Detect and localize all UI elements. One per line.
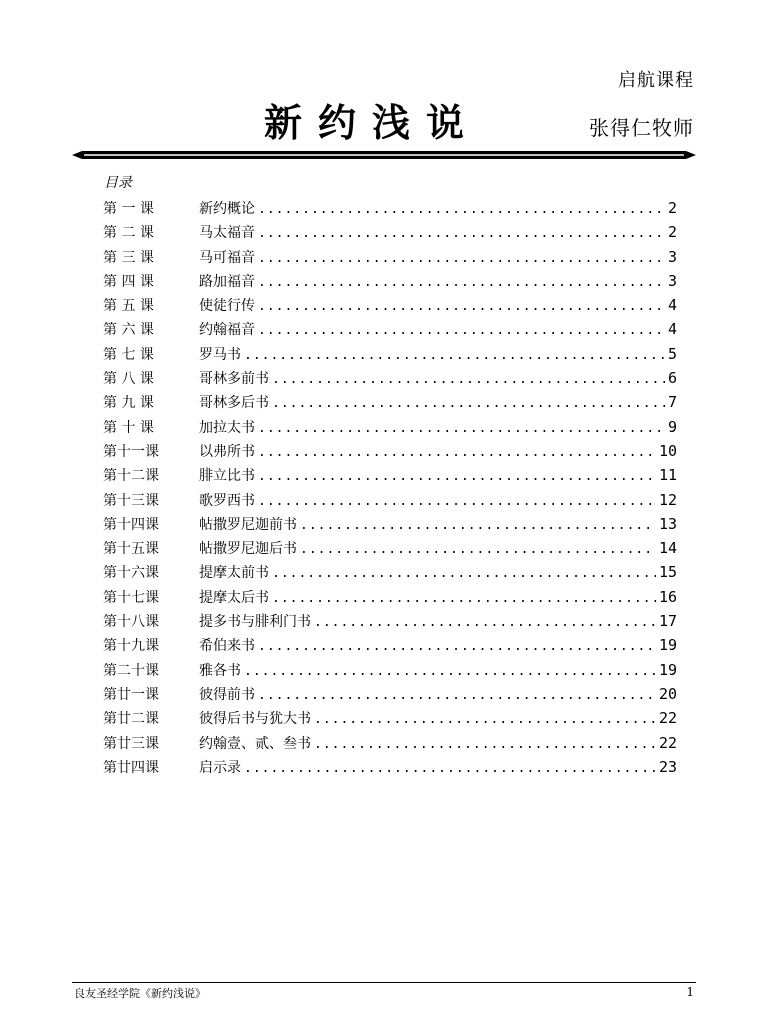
toc-lesson-number: 第廿二课 bbox=[103, 711, 159, 728]
footer-page-number: 1 bbox=[686, 985, 694, 999]
toc-lesson-number: 第 七 课 bbox=[103, 346, 154, 363]
toc-dot-leader bbox=[258, 319, 665, 343]
toc-lesson-title: 帖撒罗尼迦前书 bbox=[199, 516, 297, 533]
toc-entry[interactable] bbox=[103, 755, 677, 779]
toc-lesson-title: 约翰福音 bbox=[199, 322, 255, 339]
toc-lesson-number: 第廿三课 bbox=[103, 735, 159, 752]
toc-lesson-title: 使徒行传 bbox=[199, 298, 255, 315]
toc-lesson-title: 罗马书 bbox=[199, 346, 241, 363]
toc-page-number: 7 bbox=[667, 393, 677, 412]
toc-entry[interactable] bbox=[103, 245, 677, 269]
toc-page-number: 2 bbox=[667, 223, 677, 242]
toc-lesson-number: 第十四课 bbox=[103, 516, 159, 533]
toc-dot-leader bbox=[272, 587, 656, 611]
toc-entry[interactable] bbox=[103, 366, 677, 390]
toc-lesson-title: 哥林多前书 bbox=[199, 371, 269, 388]
toc-page-number: 11 bbox=[658, 466, 677, 485]
toc-dot-leader bbox=[258, 271, 665, 295]
toc-page-number: 2 bbox=[667, 199, 677, 217]
toc-page-number: 4 bbox=[667, 320, 677, 339]
toc-entry[interactable] bbox=[103, 731, 677, 755]
toc-dot-leader bbox=[272, 368, 665, 392]
toc-page-number: 17 bbox=[658, 612, 677, 631]
toc-lesson-number: 第十七课 bbox=[103, 589, 159, 606]
toc-dot-leader bbox=[258, 417, 665, 441]
toc-lesson-number: 第二十课 bbox=[103, 662, 159, 679]
toc-entry[interactable] bbox=[103, 682, 677, 706]
toc-dot-leader bbox=[258, 465, 656, 489]
toc-lesson-title: 约翰壹、贰、叁书 bbox=[199, 735, 311, 752]
toc-page-number: 6 bbox=[667, 369, 677, 388]
toc-entry[interactable] bbox=[103, 415, 677, 439]
toc-entry[interactable] bbox=[103, 585, 677, 609]
toc-lesson-title: 提摩太后书 bbox=[199, 589, 269, 606]
toc-lesson-title: 新约概论 bbox=[199, 201, 255, 217]
footer-divider bbox=[72, 982, 696, 983]
toc-dot-leader bbox=[258, 198, 665, 222]
toc-lesson-number: 第 八 课 bbox=[103, 371, 154, 388]
toc-dot-leader bbox=[258, 247, 665, 271]
toc-entry[interactable] bbox=[103, 536, 677, 560]
toc-page-number: 4 bbox=[667, 296, 677, 315]
toc-heading: 目录 bbox=[104, 175, 132, 191]
toc-lesson-title: 希伯来书 bbox=[199, 638, 255, 655]
toc-lesson-title: 提摩太前书 bbox=[199, 565, 269, 582]
toc-dot-leader bbox=[272, 562, 656, 586]
document-title: 新约浅说 bbox=[264, 100, 481, 145]
toc-page-number: 9 bbox=[667, 417, 677, 436]
toc-lesson-number: 第 一 课 bbox=[103, 201, 154, 217]
toc-lesson-number: 第十八课 bbox=[103, 614, 159, 631]
series-label: 启航课程 bbox=[618, 70, 694, 91]
toc-dot-leader bbox=[258, 222, 665, 246]
toc-entry[interactable] bbox=[103, 317, 677, 341]
toc-entry[interactable] bbox=[103, 512, 677, 536]
toc-dot-leader bbox=[272, 392, 665, 416]
title-divider bbox=[72, 150, 696, 160]
toc-dot-leader bbox=[244, 344, 665, 368]
toc-entry[interactable] bbox=[103, 658, 677, 682]
toc-lesson-number: 第 五 课 bbox=[103, 298, 154, 315]
toc-dot-leader bbox=[258, 684, 656, 708]
toc-page-number: 3 bbox=[667, 271, 677, 290]
toc-lesson-title: 歌罗西书 bbox=[199, 492, 255, 509]
table-of-contents bbox=[103, 196, 677, 779]
toc-lesson-title: 以弗所书 bbox=[199, 443, 255, 460]
toc-lesson-title: 启示录 bbox=[199, 759, 241, 776]
toc-lesson-title: 彼得前书 bbox=[199, 686, 255, 703]
toc-lesson-title: 帖撒罗尼迦后书 bbox=[199, 541, 297, 558]
toc-page-number: 10 bbox=[658, 441, 677, 460]
toc-lesson-number: 第 六 课 bbox=[103, 322, 154, 339]
toc-entry[interactable] bbox=[103, 220, 677, 244]
toc-lesson-title: 彼得后书与犹大书 bbox=[199, 711, 311, 728]
toc-entry[interactable] bbox=[103, 488, 677, 512]
toc-lesson-title: 腓立比书 bbox=[199, 468, 255, 485]
toc-lesson-number: 第十二课 bbox=[103, 468, 159, 485]
toc-page-number: 22 bbox=[658, 733, 677, 752]
toc-lesson-number: 第十六课 bbox=[103, 565, 159, 582]
toc-lesson-number: 第廿四课 bbox=[103, 759, 159, 776]
toc-page-number: 14 bbox=[658, 539, 677, 558]
toc-dot-leader bbox=[244, 660, 656, 684]
toc-dot-leader bbox=[258, 490, 656, 514]
toc-page-number: 16 bbox=[658, 587, 677, 606]
toc-page-number: 23 bbox=[658, 757, 677, 776]
toc-lesson-title: 马可福音 bbox=[199, 249, 255, 266]
toc-lesson-number: 第 四 课 bbox=[103, 273, 154, 290]
toc-lesson-title: 哥林多后书 bbox=[199, 395, 269, 412]
toc-page-number: 20 bbox=[658, 684, 677, 703]
toc-page-number: 5 bbox=[667, 344, 677, 363]
toc-lesson-number: 第十九课 bbox=[103, 638, 159, 655]
toc-entry[interactable] bbox=[103, 463, 677, 487]
toc-page-number: 12 bbox=[658, 490, 677, 509]
toc-lesson-title: 提多书与腓利门书 bbox=[199, 614, 311, 631]
toc-lesson-number: 第 十 课 bbox=[103, 419, 154, 436]
author-name: 张得仁牧师 bbox=[589, 116, 694, 140]
toc-lesson-number: 第十三课 bbox=[103, 492, 159, 509]
toc-lesson-number: 第十五课 bbox=[103, 541, 159, 558]
toc-dot-leader bbox=[258, 295, 665, 319]
toc-lesson-number: 第 九 课 bbox=[103, 395, 154, 412]
toc-dot-leader bbox=[244, 757, 656, 781]
toc-dot-leader bbox=[314, 733, 656, 757]
toc-page-number: 19 bbox=[658, 636, 677, 655]
toc-page-number: 22 bbox=[658, 709, 677, 728]
toc-entry[interactable] bbox=[103, 196, 677, 220]
toc-lesson-title: 马太福音 bbox=[199, 225, 255, 242]
toc-page-number: 13 bbox=[658, 514, 677, 533]
toc-lesson-number: 第十一课 bbox=[103, 443, 159, 460]
toc-entry[interactable] bbox=[103, 706, 677, 730]
toc-entry[interactable] bbox=[103, 609, 677, 633]
footer-source: 良友圣经学院《新约浅说》 bbox=[74, 987, 206, 1000]
toc-entry[interactable] bbox=[103, 342, 677, 366]
toc-entry[interactable] bbox=[103, 390, 677, 414]
toc-entry[interactable] bbox=[103, 293, 677, 317]
toc-page-number: 19 bbox=[658, 660, 677, 679]
toc-dot-leader bbox=[314, 708, 656, 732]
toc-entry[interactable] bbox=[103, 633, 677, 657]
toc-dot-leader bbox=[300, 538, 656, 562]
toc-dot-leader bbox=[300, 514, 656, 538]
toc-lesson-number: 第廿一课 bbox=[103, 686, 159, 703]
toc-dot-leader bbox=[258, 635, 656, 659]
toc-page-number: 15 bbox=[658, 563, 677, 582]
toc-dot-leader bbox=[258, 441, 656, 465]
toc-entry[interactable] bbox=[103, 439, 677, 463]
toc-page-number: 3 bbox=[667, 247, 677, 266]
toc-lesson-title: 雅各书 bbox=[199, 662, 241, 679]
toc-lesson-title: 加拉太书 bbox=[199, 419, 255, 436]
toc-entry[interactable] bbox=[103, 269, 677, 293]
toc-dot-leader bbox=[314, 611, 656, 635]
toc-lesson-title: 路加福音 bbox=[199, 273, 255, 290]
toc-lesson-number: 第 三 课 bbox=[103, 249, 154, 266]
toc-lesson-number: 第 二 课 bbox=[103, 225, 154, 242]
toc-entry[interactable] bbox=[103, 560, 677, 584]
